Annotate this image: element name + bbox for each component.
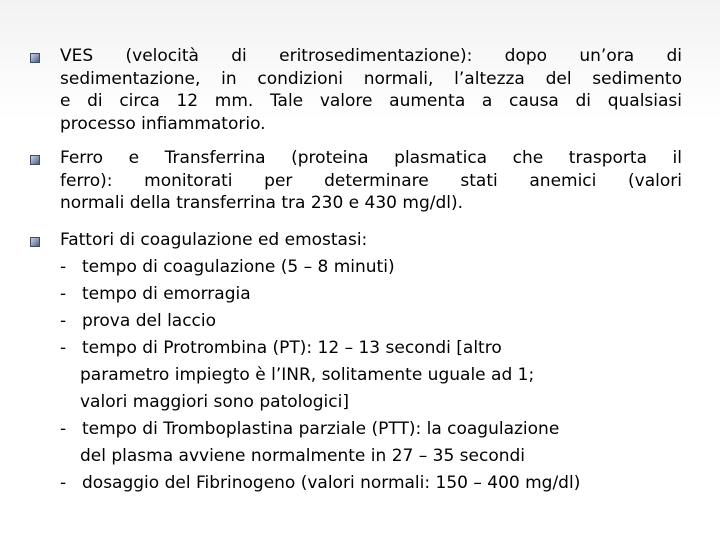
paragraph-ves	[60, 45, 682, 135]
text-line: normali della transferrina tra 230 e 430 mg/dl).	[60, 193, 464, 213]
text-line: processo infiammatorio.	[60, 113, 266, 134]
list-item: - tempo di coagulazione (5 – 8 minuti)	[60, 257, 395, 277]
list-item-continuation: parametro impiegto è l’INR, solitamente uguale ad 1;	[80, 365, 535, 385]
bullet-square-icon	[30, 237, 40, 247]
list-item-continuation: del plasma avviene normalmente in 27 – 35 secondi	[80, 446, 526, 466]
text-line: e di circa 12 mm. Tale valore aumenta a causa di qualsiasi	[60, 91, 682, 111]
list-item: - dosaggio del Fibrinogeno (valori normali: 150 – 400 mg/dl)	[60, 473, 581, 493]
paragraph-coagulazione	[60, 227, 580, 497]
list-item: - tempo di Tromboplastina parziale (PTT): la coagulazione	[60, 419, 560, 439]
text-line: sedimentazione, in condizioni normali, l’altezza del sedimento	[60, 68, 682, 89]
text-line: Ferro e Transferrina (proteina plasmatica che trasporta il	[60, 148, 682, 168]
bullet-square-icon	[30, 53, 40, 63]
list-item: - tempo di emorragia	[60, 284, 251, 304]
section-heading: Fattori di coagulazione ed emostasi:	[60, 230, 368, 250]
bullet-square-icon	[30, 155, 40, 165]
text-line: VES (velocità di eritrosedimentazione): dopo un’ora di	[60, 46, 682, 66]
paragraph-ferro	[60, 147, 682, 215]
list-item: - prova del laccio	[60, 311, 217, 331]
list-item: - tempo di Protrombina (PT): 12 – 13 secondi [altro	[60, 338, 502, 358]
list-item-continuation: valori maggiori sono patologici]	[80, 392, 349, 412]
text-line: ferro): monitorati per determinare stati anemici (valori	[60, 170, 682, 191]
